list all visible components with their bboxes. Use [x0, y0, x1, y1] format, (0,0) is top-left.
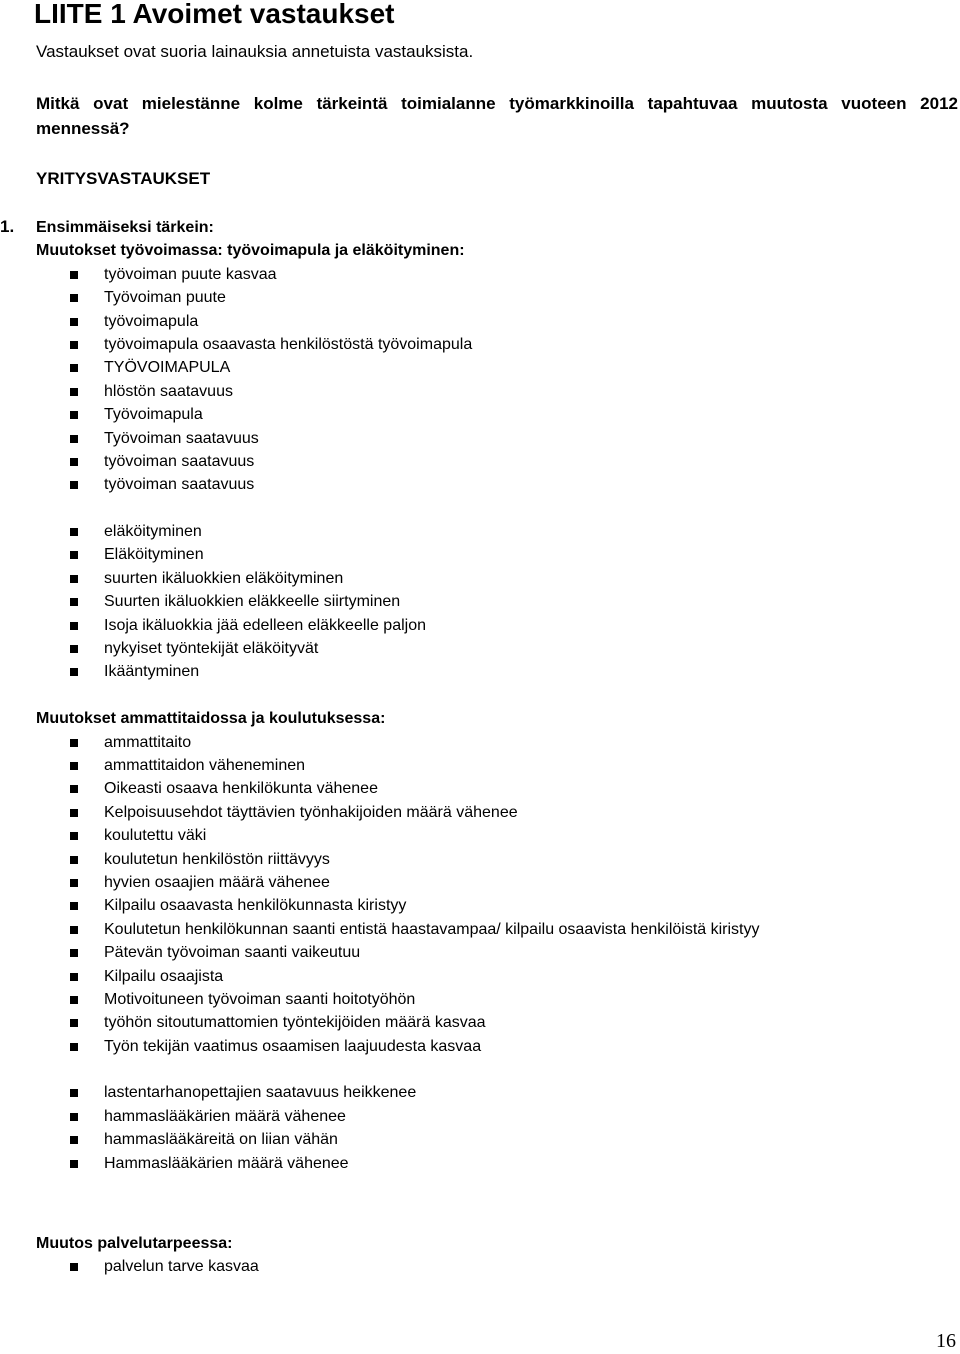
list-item: Kilpailu osaavasta henkilökunnasta kiristyy	[36, 894, 760, 917]
list-item: lastentarhanopettajien saatavuus heikkenee	[36, 1081, 760, 1104]
list-item: työvoiman saatavuus	[36, 450, 760, 473]
list-item: hammaslääkäreitä on liian vähän	[36, 1128, 760, 1151]
list-item: Pätevän työvoiman saanti vaikeutuu	[36, 941, 760, 964]
bullet-list	[36, 1255, 259, 1278]
list-item: työhön sitoutumattomien työntekijöiden määrä kasvaa	[36, 1011, 760, 1034]
bullet-square-icon	[70, 481, 78, 489]
answer-block-2	[36, 1232, 259, 1279]
bullet-square-icon	[70, 1019, 78, 1027]
list-item: Koulutetun henkilökunnan saanti entistä haastavampaa/ kilpailu osaavista henkilöistä kiristyy	[36, 918, 760, 941]
list-item: Hammaslääkärien määrä vähenee	[36, 1152, 760, 1175]
list-item: koulutetun henkilöstön riittävyys	[36, 848, 760, 871]
bullet-square-icon	[70, 575, 78, 583]
bullet-square-icon	[70, 902, 78, 910]
list-number-text: 1.	[0, 217, 15, 236]
bullet-list	[36, 520, 760, 684]
list-item: Oikeasti osaava henkilökunta vähenee	[36, 777, 760, 800]
list-item: työvoiman saatavuus	[36, 473, 760, 496]
list-item: Työvoiman saatavuus	[36, 427, 760, 450]
bullet-square-icon	[70, 996, 78, 1004]
list-item: Motivoituneen työvoiman saanti hoitotyöhön	[36, 988, 760, 1011]
list-item: nykyiset työntekijät eläköityvät	[36, 637, 760, 660]
bullet-square-icon	[70, 926, 78, 934]
bullet-square-icon	[70, 809, 78, 817]
bullet-square-icon	[70, 435, 78, 443]
list-item: palvelun tarve kasvaa	[36, 1255, 259, 1278]
list-item: hyvien osaajien määrä vähenee	[36, 871, 760, 894]
list-item: koulutettu väki	[36, 824, 760, 847]
list-item: Ikääntyminen	[36, 660, 760, 683]
list-item: Isoja ikäluokkia jää edelleen eläkkeelle paljon	[36, 614, 760, 637]
list-item: TYÖVOIMAPULA	[36, 356, 760, 379]
respondent-group-heading: YRITYSVASTAUKSET	[36, 169, 211, 188]
page-title: LIITE 1 Avoimet vastaukset	[34, 0, 395, 29]
bullet-square-icon	[70, 1043, 78, 1051]
bullet-list	[36, 731, 760, 1058]
bullet-square-icon	[70, 879, 78, 887]
bullet-square-icon	[70, 1263, 78, 1271]
list-item: eläköityminen	[36, 520, 760, 543]
bullet-square-icon	[70, 271, 78, 279]
bullet-square-icon	[70, 551, 78, 559]
bullet-square-icon	[70, 528, 78, 536]
bullet-square-icon	[70, 411, 78, 419]
bullet-square-icon	[70, 973, 78, 981]
page-subtitle: Vastaukset ovat suoria lainauksia annetuista vastauksista.	[36, 42, 474, 61]
bullet-list	[36, 1081, 760, 1175]
list-item: hlöstön saatavuus	[36, 380, 760, 403]
bullet-square-icon	[70, 294, 78, 302]
list-item: ammattitaito	[36, 731, 760, 754]
bullet-square-icon	[70, 458, 78, 466]
bullet-square-icon	[70, 1089, 78, 1097]
survey-question: Mitkä ovat mielestänne kolme tärkeintä toimialanne työmarkkinoilla tapahtuvaa muutosta vuoteen 2012 mennessä?	[36, 94, 958, 138]
bullet-square-icon	[70, 785, 78, 793]
list-number	[0, 216, 14, 238]
list-item: työvoiman puute kasvaa	[36, 263, 760, 286]
bullet-square-icon	[70, 832, 78, 840]
list-item: Työvoiman puute	[36, 286, 760, 309]
bullet-square-icon	[70, 739, 78, 747]
list-item: Kelpoisuusehdot täyttävien työnhakijoiden määrä vähenee	[36, 801, 760, 824]
answer-block-1	[36, 216, 760, 1175]
bullet-square-icon	[70, 1113, 78, 1121]
bullet-square-icon	[70, 1160, 78, 1168]
list-item: ammattitaidon väheneminen	[36, 754, 760, 777]
list-item: Työn tekijän vaatimus osaamisen laajuudesta kasvaa	[36, 1035, 760, 1058]
list-item: Suurten ikäluokkien eläkkeelle siirtyminen	[36, 590, 760, 613]
bullet-square-icon	[70, 318, 78, 326]
list-item: hammaslääkärien määrä vähenee	[36, 1105, 760, 1128]
bullet-square-icon	[70, 1136, 78, 1144]
list-item: työvoimapula	[36, 310, 760, 333]
list-item: Kilpailu osaajista	[36, 965, 760, 988]
section-heading: Muutokset työvoimassa: työvoimapula ja eläköityminen:	[36, 242, 465, 260]
first-heading: Ensimmäiseksi tärkein:	[36, 219, 214, 236]
list-item: suurten ikäluokkien eläköityminen	[36, 567, 760, 590]
list-item: Työvoimapula	[36, 403, 760, 426]
bullet-square-icon	[70, 668, 78, 676]
section-heading: Muutos palvelutarpeessa:	[36, 1235, 233, 1252]
bullet-square-icon	[70, 388, 78, 396]
list-item: työvoimapula osaavasta henkilöstöstä työvoimapula	[36, 333, 760, 356]
bullet-square-icon	[70, 598, 78, 606]
bullet-square-icon	[70, 341, 78, 349]
list-item: Eläköityminen	[36, 543, 760, 566]
page-number: 16	[936, 1330, 956, 1352]
bullet-square-icon	[70, 762, 78, 770]
bullet-square-icon	[70, 856, 78, 864]
bullet-square-icon	[70, 622, 78, 630]
bullet-list	[36, 263, 760, 497]
bullet-square-icon	[70, 949, 78, 957]
bullet-square-icon	[70, 645, 78, 653]
section-heading: Muutokset ammattitaidossa ja koulutuksessa:	[36, 710, 386, 728]
bullet-square-icon	[70, 364, 78, 372]
